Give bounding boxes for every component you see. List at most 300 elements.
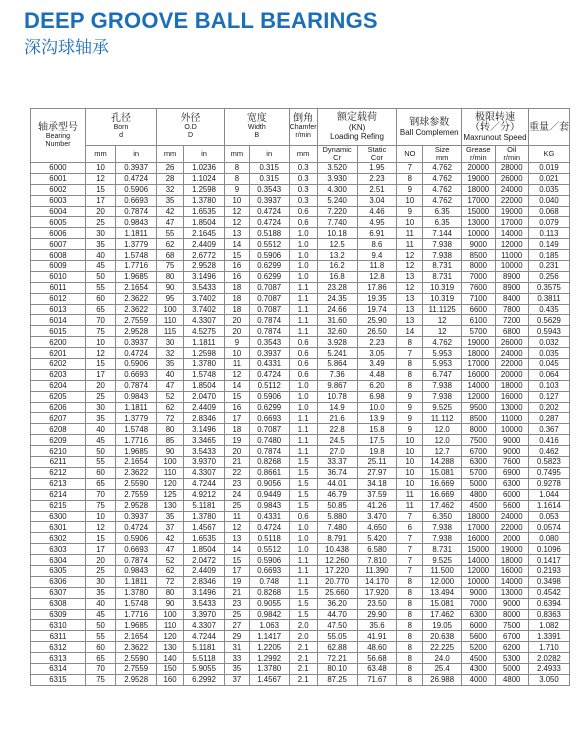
cell-bore-in: 1.9685 — [116, 271, 157, 282]
cell-ball-no: 12 — [397, 282, 423, 293]
cell-bearing-no: 6301 — [31, 522, 86, 533]
cell-bearing-no: 6307 — [31, 587, 86, 598]
cell-width-in: 0.9842 — [249, 609, 289, 620]
cell-od-mm: 160 — [157, 674, 184, 685]
cell-bore-in: 2.7559 — [116, 315, 157, 326]
cell-chamfer: 1.0 — [289, 261, 317, 272]
cell-weight: 0.6394 — [528, 598, 569, 609]
cell-bore-mm: 65 — [85, 478, 115, 489]
cell-od-mm: 68 — [157, 250, 184, 261]
cell-ball-size: 17.462 — [423, 500, 462, 511]
cell-width-mm: 20 — [224, 315, 249, 326]
header-chamfer: 倒角 Chamfer r/min — [289, 109, 317, 146]
cell-width-mm: 10 — [224, 195, 249, 206]
cell-dynamic-load: 7.220 — [317, 206, 357, 217]
cell-width-mm: 9 — [224, 184, 249, 195]
cell-chamfer: 1.0 — [289, 402, 317, 413]
cell-bore-in: 2.1654 — [116, 631, 157, 642]
cell-weight: 0.045 — [528, 359, 569, 370]
cell-bearing-no: 6211 — [31, 457, 86, 468]
cell-weight: 0.202 — [528, 402, 569, 413]
cell-width-mm: 9 — [224, 337, 249, 348]
cell-width-mm: 12 — [224, 217, 249, 228]
cell-ball-no: 8 — [397, 653, 423, 664]
cell-grease-speed: 18000 — [462, 511, 495, 522]
cell-static-load: 19.74 — [357, 304, 397, 315]
cell-chamfer: 1.5 — [289, 478, 317, 489]
cell-grease-speed: 17000 — [462, 522, 495, 533]
cell-bore-mm: 45 — [85, 435, 115, 446]
cell-ball-no: 8 — [397, 609, 423, 620]
cell-width-in: 0.6299 — [249, 402, 289, 413]
table-row — [31, 369, 570, 380]
cell-width-mm: 21 — [224, 587, 249, 598]
cell-dynamic-load: 27.0 — [317, 446, 357, 457]
cell-grease-speed: 6300 — [462, 609, 495, 620]
cell-static-load: 29.90 — [357, 609, 397, 620]
table-row — [31, 587, 570, 598]
cell-static-load: 56.68 — [357, 653, 397, 664]
cell-chamfer: 1.0 — [289, 544, 317, 555]
cell-grease-speed: 6700 — [462, 446, 495, 457]
cell-bore-in: 1.1811 — [116, 402, 157, 413]
cell-oil-speed: 8400 — [495, 293, 528, 304]
cell-ball-size: 6.747 — [423, 369, 462, 380]
cell-grease-speed: 8500 — [462, 250, 495, 261]
cell-ball-size: 12.0 — [423, 424, 462, 435]
cell-od-mm: 35 — [157, 359, 184, 370]
cell-ball-no: 7 — [397, 555, 423, 566]
cell-oil-speed: 7800 — [495, 304, 528, 315]
cell-width-mm: 12 — [224, 369, 249, 380]
table-row — [31, 435, 570, 446]
cell-weight: 0.5943 — [528, 326, 569, 337]
cell-width-in: 0.5112 — [249, 380, 289, 391]
cell-weight: 0.8363 — [528, 609, 569, 620]
table-row — [31, 206, 570, 217]
cell-bearing-no: 6209 — [31, 435, 86, 446]
cell-ball-no: 10 — [397, 478, 423, 489]
table-row — [31, 598, 570, 609]
cell-oil-speed: 17000 — [495, 217, 528, 228]
table-row — [31, 555, 570, 566]
cell-static-load: 4.95 — [357, 217, 397, 228]
cell-dynamic-load: 5.864 — [317, 359, 357, 370]
cell-static-load: 27.97 — [357, 467, 397, 478]
cell-chamfer: 0.6 — [289, 206, 317, 217]
cell-ball-size: 12 — [423, 326, 462, 337]
cell-width-mm: 23 — [224, 598, 249, 609]
cell-od-mm: 100 — [157, 304, 184, 315]
cell-dynamic-load: 5.241 — [317, 348, 357, 359]
cell-bore-mm: 12 — [85, 522, 115, 533]
cell-ball-no: 9 — [397, 413, 423, 424]
cell-bore-mm: 40 — [85, 250, 115, 261]
cell-grease-speed: 5700 — [462, 467, 495, 478]
cell-width-in: 1.2992 — [249, 653, 289, 664]
cell-grease-speed: 7000 — [462, 598, 495, 609]
cell-bore-mm: 25 — [85, 391, 115, 402]
cell-width-mm: 23 — [224, 478, 249, 489]
subheader-ball-size: Size mm — [423, 146, 462, 163]
subheader-chamfer-mm: mm — [289, 146, 317, 163]
cell-od-mm: 100 — [157, 609, 184, 620]
cell-static-load: 71.67 — [357, 674, 397, 685]
cell-bore-in: 0.4724 — [116, 173, 157, 184]
cell-bearing-no: 6014 — [31, 315, 86, 326]
cell-bearing-no: 6202 — [31, 359, 86, 370]
cell-oil-speed: 9000 — [495, 446, 528, 457]
cell-ball-size: 15.081 — [423, 598, 462, 609]
cell-grease-speed: 13000 — [462, 217, 495, 228]
cell-grease-speed: 6300 — [462, 457, 495, 468]
cell-weight: 0.035 — [528, 184, 569, 195]
cell-width-mm: 16 — [224, 271, 249, 282]
cell-width-mm: 14 — [224, 544, 249, 555]
table-row — [31, 489, 570, 500]
cell-od-mm: 52 — [157, 391, 184, 402]
cell-grease-speed: 16000 — [462, 533, 495, 544]
cell-bore-in: 1.7716 — [116, 261, 157, 272]
cell-oil-speed: 5600 — [495, 500, 528, 511]
cell-bearing-no: 6002 — [31, 184, 86, 195]
cell-width-in: 0.4724 — [249, 522, 289, 533]
cell-width-in: 0.3543 — [249, 184, 289, 195]
cell-width-in: 0.3543 — [249, 337, 289, 348]
cell-dynamic-load: 24.5 — [317, 435, 357, 446]
cell-od-in: 6.2992 — [184, 674, 225, 685]
cell-od-mm: 37 — [157, 522, 184, 533]
cell-ball-size: 24.0 — [423, 653, 462, 664]
cell-grease-speed: 6600 — [462, 304, 495, 315]
cell-ball-no: 9 — [397, 424, 423, 435]
cell-oil-speed: 8900 — [495, 271, 528, 282]
cell-od-in: 1.3780 — [184, 359, 225, 370]
cell-weight: 0.5629 — [528, 315, 569, 326]
cell-ball-no: 11 — [397, 239, 423, 250]
cell-dynamic-load: 10.78 — [317, 391, 357, 402]
cell-ball-no: 13 — [397, 315, 423, 326]
cell-od-mm: 28 — [157, 173, 184, 184]
cell-ball-size: 4.762 — [423, 163, 462, 174]
cell-od-in: 3.3465 — [184, 435, 225, 446]
table-row — [31, 620, 570, 631]
cell-chamfer: 1.1 — [289, 435, 317, 446]
cell-width-in: 0.4724 — [249, 206, 289, 217]
cell-static-load: 41.26 — [357, 500, 397, 511]
cell-bore-in: 1.3780 — [116, 587, 157, 598]
cell-bore-mm: 10 — [85, 163, 115, 174]
cell-bore-in: 1.9685 — [116, 446, 157, 457]
cell-grease-speed: 6100 — [462, 315, 495, 326]
table-row — [31, 402, 570, 413]
cell-od-mm: 110 — [157, 467, 184, 478]
cell-od-in: 4.7244 — [184, 631, 225, 642]
cell-dynamic-load: 22.8 — [317, 424, 357, 435]
table-row — [31, 261, 570, 272]
cell-bore-mm: 25 — [85, 217, 115, 228]
cell-static-load: 15.8 — [357, 424, 397, 435]
cell-weight: 0.032 — [528, 337, 569, 348]
cell-static-load: 25.90 — [357, 315, 397, 326]
cell-oil-speed: 14000 — [495, 576, 528, 587]
cell-od-mm: 47 — [157, 217, 184, 228]
cell-dynamic-load: 16.2 — [317, 261, 357, 272]
cell-od-in: 1.3780 — [184, 195, 225, 206]
cell-ball-no: 7 — [397, 511, 423, 522]
cell-od-mm: 62 — [157, 239, 184, 250]
cell-chamfer: 0.3 — [289, 184, 317, 195]
cell-width-mm: 15 — [224, 555, 249, 566]
cell-od-mm: 35 — [157, 511, 184, 522]
table-row — [31, 413, 570, 424]
cell-bearing-no: 6009 — [31, 261, 86, 272]
cell-width-in: 0.4724 — [249, 217, 289, 228]
cell-width-mm: 11 — [224, 511, 249, 522]
cell-width-mm: 22 — [224, 467, 249, 478]
cell-ball-no: 8 — [397, 598, 423, 609]
cell-ball-size: 19.05 — [423, 620, 462, 631]
cell-bore-mm: 70 — [85, 489, 115, 500]
cell-weight: 0.080 — [528, 533, 569, 544]
page-title-english: DEEP GROOVE BALL BEARINGS — [24, 8, 378, 33]
cell-bearing-no: 6200 — [31, 337, 86, 348]
cell-ball-no: 8 — [397, 337, 423, 348]
table-row — [31, 653, 570, 664]
cell-weight: 1.082 — [528, 620, 569, 631]
cell-chamfer: 1.1 — [289, 282, 317, 293]
cell-bore-in: 0.7874 — [116, 555, 157, 566]
cell-ball-size: 12 — [423, 315, 462, 326]
cell-bearing-no: 6205 — [31, 391, 86, 402]
cell-dynamic-load: 7.740 — [317, 217, 357, 228]
cell-ball-size: 22.225 — [423, 642, 462, 653]
cell-dynamic-load: 3.930 — [317, 173, 357, 184]
cell-oil-speed: 13000 — [495, 402, 528, 413]
header-ball-complement: 钢球参数 Ball Complemen — [397, 109, 462, 146]
cell-dynamic-load: 20.770 — [317, 576, 357, 587]
cell-od-mm: 35 — [157, 195, 184, 206]
table-row — [31, 642, 570, 653]
cell-chamfer: 2.1 — [289, 674, 317, 685]
table-row — [31, 304, 570, 315]
table-row — [31, 271, 570, 282]
cell-static-load: 9.4 — [357, 250, 397, 261]
cell-width-in: 0.8268 — [249, 587, 289, 598]
cell-oil-speed: 8000 — [495, 609, 528, 620]
cell-width-mm: 35 — [224, 663, 249, 674]
cell-od-mm: 62 — [157, 565, 184, 576]
cell-bearing-no: 6306 — [31, 576, 86, 587]
cell-width-mm: 8 — [224, 163, 249, 174]
cell-bore-in: 0.4724 — [116, 348, 157, 359]
cell-dynamic-load: 46.79 — [317, 489, 357, 500]
cell-oil-speed: 10000 — [495, 424, 528, 435]
cell-chamfer: 1.0 — [289, 228, 317, 239]
cell-width-mm: 12 — [224, 206, 249, 217]
table-row — [31, 217, 570, 228]
cell-chamfer: 0.3 — [289, 195, 317, 206]
cell-static-load: 19.8 — [357, 446, 397, 457]
cell-ball-no: 9 — [397, 391, 423, 402]
cell-bearing-no: 6210 — [31, 446, 86, 457]
cell-od-mm: 32 — [157, 184, 184, 195]
cell-width-mm: 18 — [224, 304, 249, 315]
cell-weight: 0.2193 — [528, 565, 569, 576]
cell-dynamic-load: 14.9 — [317, 402, 357, 413]
cell-ball-size: 6.35 — [423, 206, 462, 217]
cell-bearing-no: 6313 — [31, 653, 86, 664]
cell-static-load: 10.0 — [357, 402, 397, 413]
cell-width-in: 0.5188 — [249, 228, 289, 239]
cell-weight: 2.0282 — [528, 653, 569, 664]
subheader-bore-in: in — [116, 146, 157, 163]
cell-width-mm: 16 — [224, 261, 249, 272]
cell-chamfer: 1.5 — [289, 457, 317, 468]
cell-od-mm: 42 — [157, 206, 184, 217]
cell-weight: 0.7495 — [528, 467, 569, 478]
cell-width-in: 1.063 — [249, 620, 289, 631]
cell-grease-speed: 4800 — [462, 489, 495, 500]
cell-dynamic-load: 5.240 — [317, 195, 357, 206]
cell-width-in: 0.7480 — [249, 435, 289, 446]
cell-width-mm: 13 — [224, 228, 249, 239]
cell-width-mm: 18 — [224, 424, 249, 435]
cell-ball-no: 13 — [397, 304, 423, 315]
cell-dynamic-load: 21.6 — [317, 413, 357, 424]
cell-od-in: 1.8504 — [184, 544, 225, 555]
cell-od-in: 3.5433 — [184, 446, 225, 457]
cell-ball-no: 8 — [397, 380, 423, 391]
table-row — [31, 228, 570, 239]
cell-od-mm: 150 — [157, 663, 184, 674]
cell-static-load: 14.170 — [357, 576, 397, 587]
cell-ball-size: 11.112 — [423, 413, 462, 424]
cell-weight: 0.256 — [528, 271, 569, 282]
cell-width-in: 0.8661 — [249, 467, 289, 478]
subheader-od-in: in — [184, 146, 225, 163]
cell-weight: 0.019 — [528, 163, 569, 174]
cell-static-load: 3.470 — [357, 511, 397, 522]
cell-oil-speed: 14000 — [495, 228, 528, 239]
cell-ball-size: 7.938 — [423, 239, 462, 250]
cell-ball-no: 12 — [397, 261, 423, 272]
cell-weight: 0.9278 — [528, 478, 569, 489]
cell-bore-in: 0.3937 — [116, 337, 157, 348]
cell-oil-speed: 10000 — [495, 261, 528, 272]
cell-width-in: 0.9056 — [249, 478, 289, 489]
cell-ball-size: 5.953 — [423, 348, 462, 359]
cell-static-load: 23.50 — [357, 598, 397, 609]
cell-oil-speed: 18000 — [495, 380, 528, 391]
cell-grease-speed: 8500 — [462, 413, 495, 424]
cell-dynamic-load: 36.20 — [317, 598, 357, 609]
cell-chamfer: 1.0 — [289, 391, 317, 402]
cell-od-mm: 42 — [157, 533, 184, 544]
cell-width-mm: 12 — [224, 522, 249, 533]
cell-grease-speed: 4000 — [462, 674, 495, 685]
cell-bore-mm: 50 — [85, 620, 115, 631]
cell-od-mm: 47 — [157, 380, 184, 391]
cell-bearing-no: 6302 — [31, 533, 86, 544]
cell-grease-speed: 9000 — [462, 239, 495, 250]
cell-bore-in: 0.9843 — [116, 565, 157, 576]
cell-width-in: 0.315 — [249, 173, 289, 184]
table-row — [31, 674, 570, 685]
cell-chamfer: 0.6 — [289, 359, 317, 370]
cell-chamfer: 1.1 — [289, 293, 317, 304]
table-row — [31, 380, 570, 391]
cell-width-in: 0.4724 — [249, 369, 289, 380]
table-row — [31, 457, 570, 468]
cell-chamfer: 0.6 — [289, 217, 317, 228]
table-row — [31, 282, 570, 293]
cell-width-in: 0.5906 — [249, 555, 289, 566]
cell-od-mm: 90 — [157, 282, 184, 293]
cell-static-load: 11.8 — [357, 261, 397, 272]
cell-ball-no: 7 — [397, 544, 423, 555]
cell-od-in: 3.9370 — [184, 457, 225, 468]
cell-weight: 0.103 — [528, 380, 569, 391]
table-row — [31, 293, 570, 304]
cell-grease-speed: 20000 — [462, 163, 495, 174]
cell-od-mm: 62 — [157, 402, 184, 413]
cell-static-load: 25.11 — [357, 457, 397, 468]
cell-ball-size: 12.0 — [423, 435, 462, 446]
cell-chamfer: 1.0 — [289, 522, 317, 533]
cell-od-in: 2.1645 — [184, 228, 225, 239]
cell-dynamic-load: 23.28 — [317, 282, 357, 293]
cell-grease-speed: 15000 — [462, 206, 495, 217]
cell-weight: 0.462 — [528, 446, 569, 457]
cell-width-in: 0.5512 — [249, 239, 289, 250]
cell-bore-mm: 30 — [85, 576, 115, 587]
cell-chamfer: 1.5 — [289, 467, 317, 478]
cell-width-in: 0.7087 — [249, 282, 289, 293]
cell-bore-in: 0.3937 — [116, 163, 157, 174]
cell-weight: 0.040 — [528, 195, 569, 206]
cell-dynamic-load: 44.01 — [317, 478, 357, 489]
cell-bearing-no: 6314 — [31, 663, 86, 674]
table-row — [31, 467, 570, 478]
cell-weight: 0.185 — [528, 250, 569, 261]
cell-bore-mm: 60 — [85, 642, 115, 653]
cell-od-in: 1.4567 — [184, 522, 225, 533]
cell-chamfer: 1.5 — [289, 587, 317, 598]
cell-bore-mm: 55 — [85, 282, 115, 293]
cell-static-load: 17.86 — [357, 282, 397, 293]
table-row — [31, 576, 570, 587]
cell-ball-size: 8.731 — [423, 544, 462, 555]
cell-od-in: 2.4409 — [184, 239, 225, 250]
cell-od-mm: 52 — [157, 555, 184, 566]
cell-ball-size: 7.938 — [423, 522, 462, 533]
cell-width-in: 0.5906 — [249, 391, 289, 402]
cell-ball-size: 9.525 — [423, 555, 462, 566]
cell-dynamic-load: 17.220 — [317, 565, 357, 576]
cell-ball-size: 20.638 — [423, 631, 462, 642]
cell-chamfer: 1.0 — [289, 239, 317, 250]
cell-od-in: 4.7244 — [184, 478, 225, 489]
cell-bore-in: 2.3622 — [116, 293, 157, 304]
cell-width-mm: 8 — [224, 173, 249, 184]
cell-width-mm: 25 — [224, 609, 249, 620]
cell-ball-no: 13 — [397, 271, 423, 282]
cell-ball-no: 10 — [397, 217, 423, 228]
cell-static-load: 11.390 — [357, 565, 397, 576]
cell-width-mm: 19 — [224, 576, 249, 587]
cell-bearing-no: 6005 — [31, 217, 86, 228]
